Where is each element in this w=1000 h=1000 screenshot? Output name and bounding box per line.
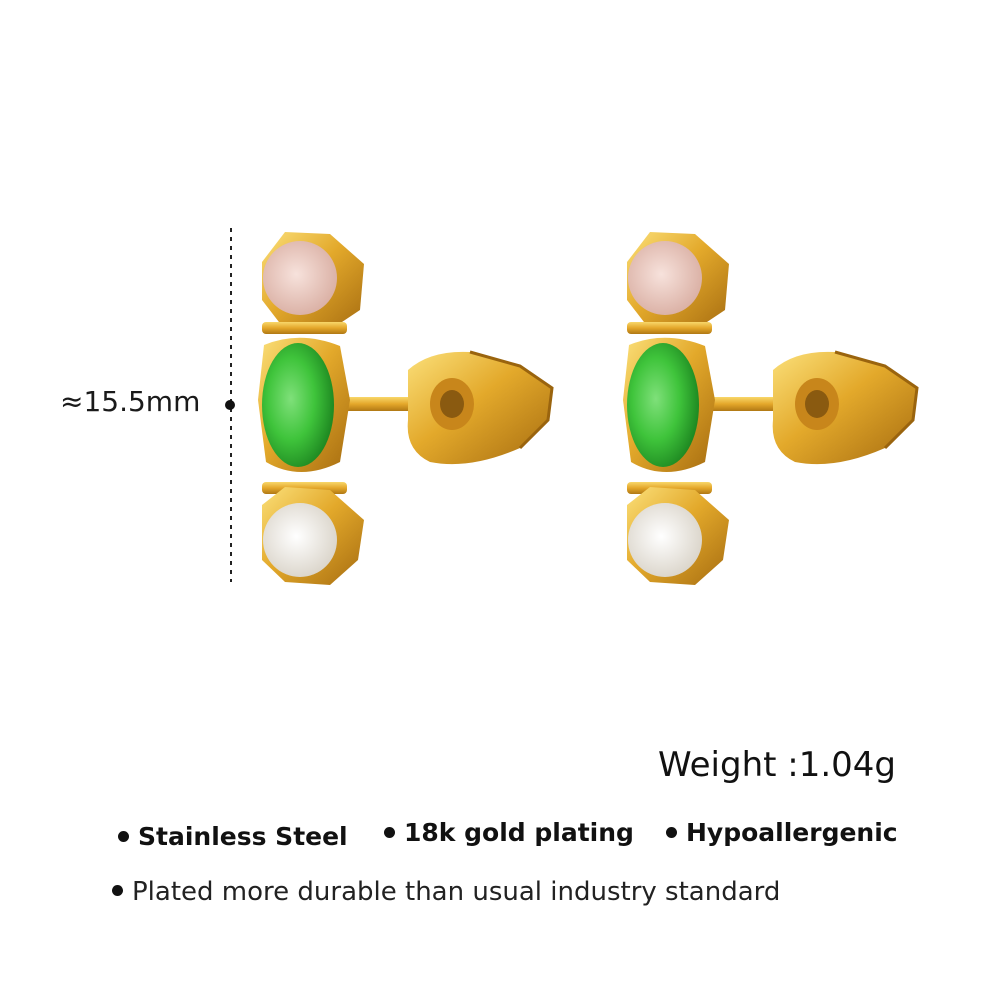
earring-right bbox=[623, 232, 917, 585]
feature-item bbox=[118, 822, 348, 851]
dimension-marker bbox=[225, 400, 235, 410]
bullet-icon bbox=[666, 827, 677, 838]
bullet-icon bbox=[384, 827, 395, 838]
durability-note bbox=[112, 877, 780, 907]
bullet-icon bbox=[112, 885, 123, 896]
weight-label: Weight :1.04g bbox=[658, 745, 896, 785]
dimension-label: ≈15.5mm bbox=[60, 385, 201, 418]
earring-left bbox=[258, 232, 552, 585]
feature-label: Stainless Steel bbox=[138, 822, 348, 851]
feature-label: 18k gold plating bbox=[404, 818, 634, 847]
feature-item bbox=[666, 818, 898, 847]
bullet-icon bbox=[118, 831, 129, 842]
feature-label: Hypoallergenic bbox=[686, 818, 898, 847]
feature-item bbox=[384, 818, 634, 847]
note-text: Plated more durable than usual industry standard bbox=[132, 877, 781, 907]
